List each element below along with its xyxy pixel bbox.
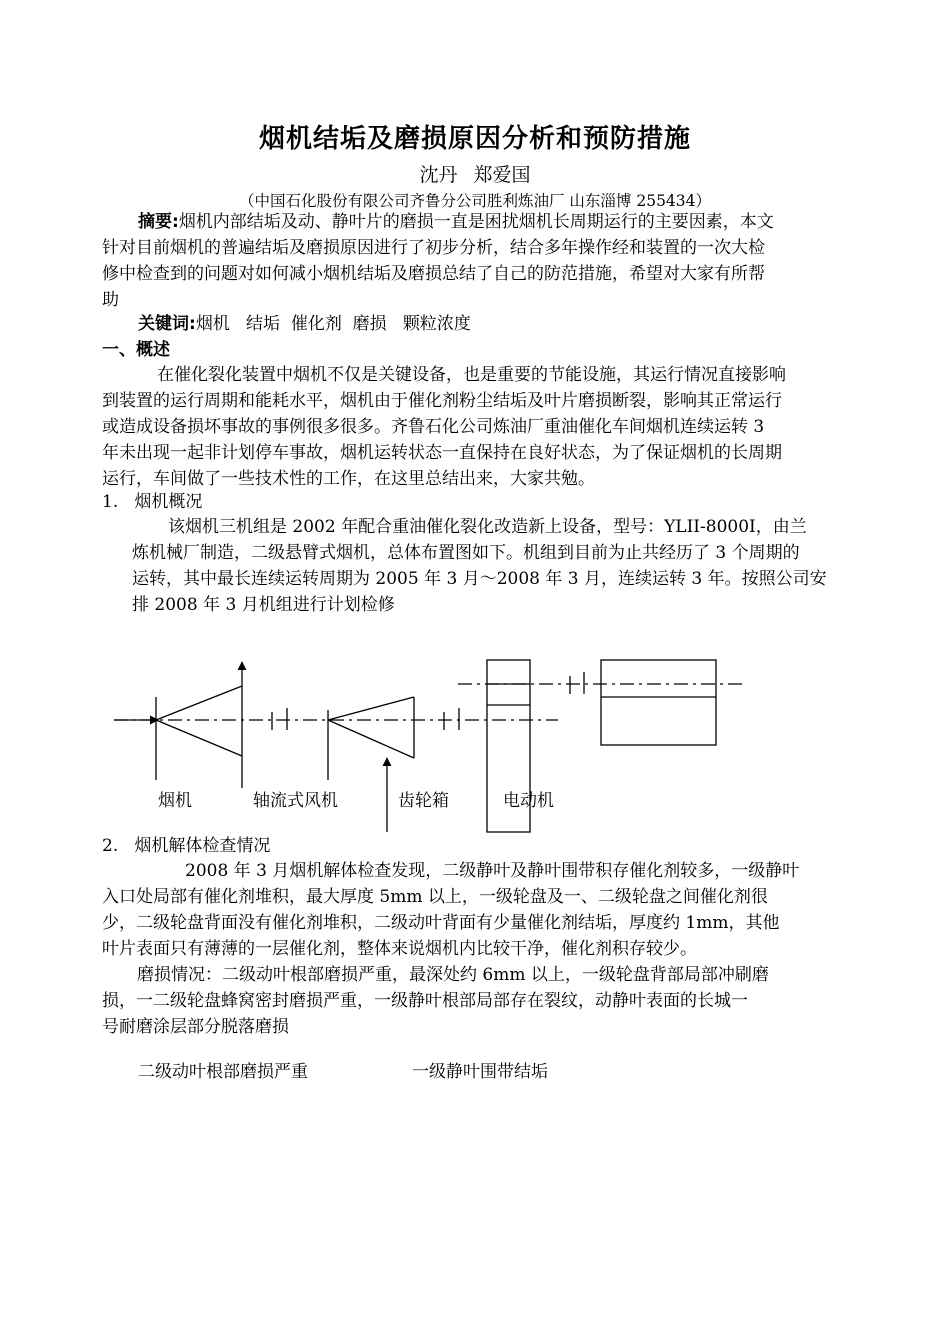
section-heading-overview: 一、概述 [102, 340, 170, 360]
subsection-heading-1: 1. 烟机概况 [102, 492, 203, 512]
subsection-heading-2: 2. 烟机解体检查情况 [102, 836, 271, 856]
abstract-label: 摘要: [138, 212, 179, 232]
sub2-line-2: 入口处局部有催化剂堆积，最大厚度 5mm 以上，一级轮盘及一、二级轮盘之间催化剂很 [102, 887, 768, 907]
sub2-line-4: 叶片表面只有薄薄的一层催化剂，整体来说烟机内比较干净，催化剂积存较少。 [102, 939, 697, 959]
abstract-text-1: 烟机内部结垢及动、静叶片的磨损一直是困扰烟机长周期运行的主要因素，本文 [178, 212, 774, 232]
abstract-line-2: 针对目前烟机的普遍结垢及磨损原因进行了初步分析，结合多年操作经和装置的一次大检 [102, 238, 765, 258]
sub2-line-3: 少，二级轮盘背面没有催化剂堆积，二级动叶背面有少量催化剂结垢，厚度约 1mm，其他 [102, 913, 780, 933]
authors: 沈丹 郑爱国 [419, 164, 531, 186]
affiliation: （中国石化股份有限公司齐鲁分公司胜利炼油厂 山东淄博 255434） [238, 192, 712, 210]
sub1-line-3: 运转，其中最长连续运转周期为 2005 年 3 月～2008 年 3 月，连续运转 3 年。按照公司安 [132, 569, 827, 589]
blower-taper [328, 697, 414, 720]
keywords-line [138, 311, 471, 337]
wear-line-2: 损，一二级轮盘蜂窝密封磨损严重，一级静叶根部局部存在裂纹，动静叶表面的长城一 [102, 991, 748, 1011]
expander-taper-lower [156, 720, 242, 756]
motor-body [601, 660, 716, 745]
abstract-line-1 [138, 209, 774, 235]
overview-line-5: 运行，车间做了一些技术性的工作，在这里总结出来，大家共勉。 [102, 469, 595, 489]
diagram-label-expander: 烟机 [158, 791, 192, 811]
sub1-line-4: 排 2008 年 3 月机组进行计划检修 [132, 595, 395, 615]
keywords-text: 烟机 结垢 催化剂 磨损 颗粒浓度 [195, 314, 471, 334]
diagram-label-motor: 电动机 [503, 791, 554, 811]
wear-line-1: 磨损情况：二级动叶根部磨损严重，最深处约 6mm 以上，一级轮盘背部局部冲刷磨 [137, 965, 769, 985]
expander-taper [156, 686, 242, 720]
overview-line-1: 在催化裂化装置中烟机不仅是关键设备，也是重要的节能设施，其运行情况直接影响 [157, 365, 786, 385]
photo-caption-right: 一级静叶围带结垢 [412, 1062, 548, 1082]
keywords-label: 关键词: [138, 314, 196, 334]
overview-line-4: 年未出现一起非计划停车事故，烟机运转状态一直保持在良好状态，为了保证烟机的长周期 [102, 443, 782, 463]
overview-line-2: 到装置的运行周期和能耗水平，烟机由于催化剂粉尘结垢及叶片磨损断裂，影响其正常运行 [102, 391, 782, 411]
document-title: 烟机结垢及磨损原因分析和预防措施 [258, 124, 691, 154]
diagram-label-blower: 轴流式风机 [253, 791, 338, 811]
sub1-line-1: 该烟机三机组是 2002 年配合重油催化裂化改造新上设备，型号：YLII-8000I，由兰 [168, 517, 807, 537]
abstract-line-3: 修中检查到的问题对如何减小烟机结垢及磨损总结了自己的防范措施，希望对大家有所帮 [102, 264, 765, 284]
sub1-line-2: 炼机械厂制造，二级悬臂式烟机，总体布置图如下。机组到目前为止共经历了 3 个周期的 [132, 543, 800, 563]
photo-caption-left: 二级动叶根部磨损严重 [138, 1062, 308, 1082]
sub2-line-1: 2008 年 3 月烟机解体检查发现，二级静叶及静叶围带积存催化剂较多，一级静叶 [185, 861, 800, 881]
diagram-label-gearbox: 齿轮箱 [398, 791, 449, 811]
overview-line-3: 或造成设备损坏事故的事例很多很多。齐鲁石化公司炼油厂重油催化车间烟机连续运转 3 [102, 417, 765, 437]
wear-line-3: 号耐磨涂层部分脱落磨损 [102, 1017, 289, 1037]
blower-taper-lower [328, 720, 414, 758]
abstract-line-4: 助 [102, 290, 119, 310]
